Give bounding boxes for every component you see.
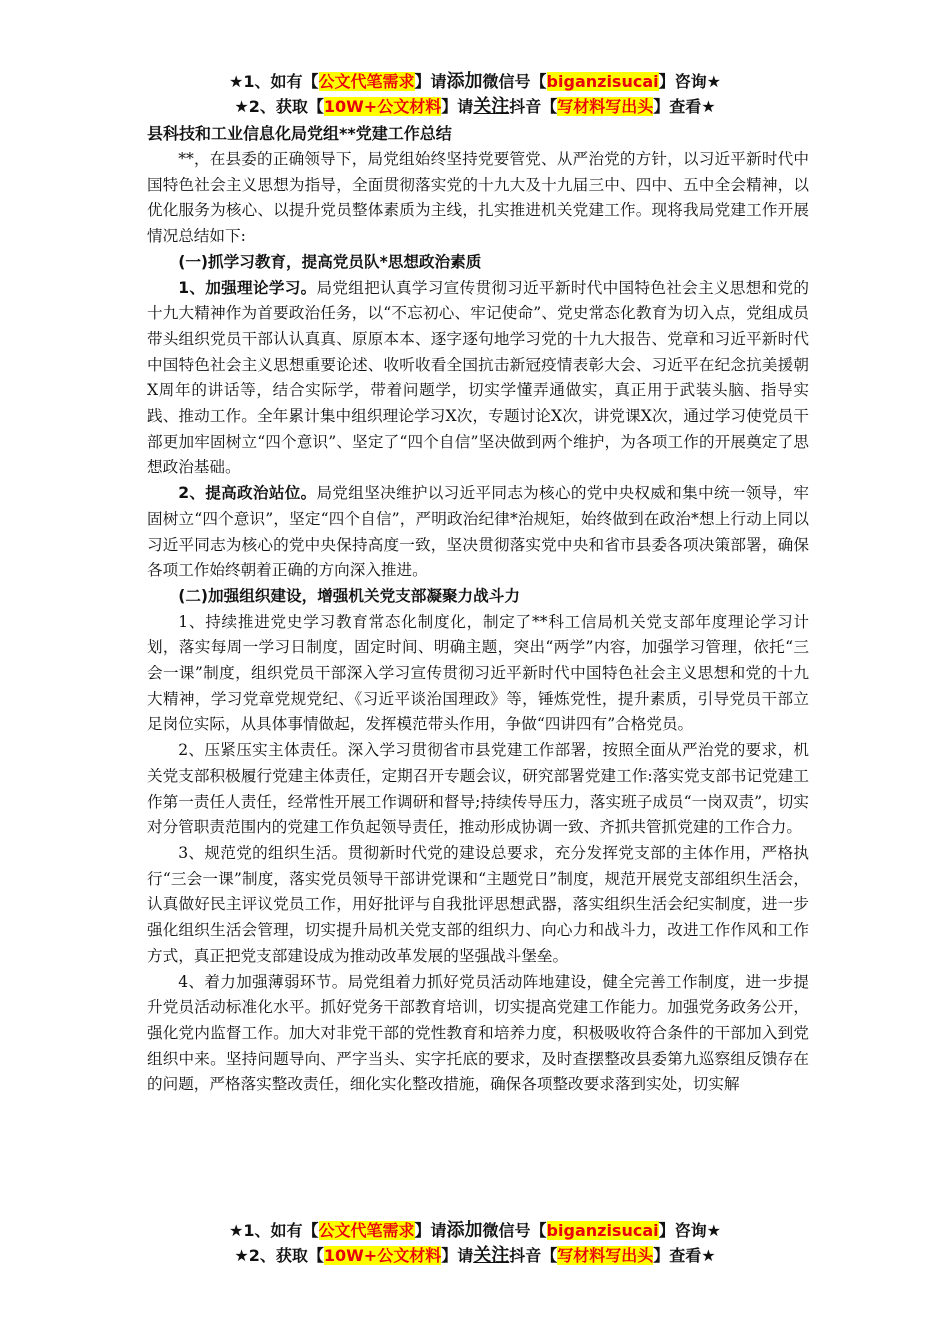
promo-banner-top-line2 (0, 96, 950, 118)
paragraph: 2、压紧压实主体责任。深入学习贯彻省市县党建工作部署，按照全面从严治党的要求，机关党支部积极履行党建主体责任，定期召开专题会议，研究部署党建工作:落实党支部书记党建工作第一责任人责任，经常性开展工作调研和督导;持续传导压力，落实班子成员“一岗双责”，切实对分管职责范围内的党建工作负起领导责任，推动形成协调一致、齐抓共管抓党建的工作合力。 (147, 741, 809, 837)
paragraph: 4、着力加强薄弱环节。局党组着力抓好党员活动阵地建设，健全完善工作制度，进一步提升党员活动标准化水平。抓好党务干部教育培训，切实提高党建工作能力。加强党务政务公开，强化党内监督工作。加大对非党干部的党性教育和培养力度，积极吸收符合条件的干部加入到党组织中来。坚持问题导向、严字当头、实字托底的要求，及时查摆整改县委第九巡察组反馈存在的问题，严格落实整改责任，细化实化整改措施，确保各项整改要求落到实处，切实解 (147, 972, 809, 1094)
banner-text: 】请 (441, 97, 474, 116)
banner-highlight: 10W+公文材料 (323, 97, 442, 116)
banner-text: 抖音【 (509, 97, 558, 116)
banner-emphasis: 关注 (473, 96, 510, 117)
promo-banner-bottom-line2 (0, 1245, 950, 1267)
paragraph: 3、规范党的组织生活。贯彻新时代党的建设总要求，充分发挥党支部的主体作用，严格执行“三会一课”制度，落实党员领导干部讲党课和“主题党日”制度，规范开展党支部组织生活会，认真做好民主评议党员工作，用好批评与自我批评思想武器，落实组织生活会纪实制度，进一步强化组织生活会管理，切实提升局机关党支部的组织力、向心力和战斗力，改进工作作风和工作方式，真正把党支部建设成为推动改革发展的坚强战斗堡垒。 (147, 843, 809, 965)
promo-banner-top-line1 (0, 71, 950, 93)
banner-text: 微信号【 (482, 72, 547, 91)
paragraph-lead: 1、加强理论学习。 (178, 278, 317, 297)
paragraph: 1、持续推进党史学习教育常态化制度化，制定了**科工信局机关党支部年度理论学习计划，落实每周一学习日制度，固定时间、明确主题，突出“两学”内容，加强学习管理，依托“三会一课”制度，组织党员干部深入学习宣传贯彻习近平新时代中国特色社会主义思想和党的十九大精神，学习党章党规党纪、《习近平谈治国理政》等，锤炼党性，提升素质，引导党员干部立足岗位实际，从具体事情做起，发挥模范带头作用，争做“四讲四有”合格党员。 (147, 612, 809, 734)
document-body (147, 121, 809, 1098)
banner-text: ★2、获取【 (234, 97, 324, 116)
banner-highlight: 写材料写出头 (557, 97, 654, 116)
banner-text: 】咨询★ (658, 72, 721, 91)
paragraph-lead: 2、提高政治站位。 (178, 484, 317, 503)
banner-text: 抖音【 (509, 1246, 558, 1265)
paragraph-text: 局党组把认真学习宣传贯彻习近平新时代中国特色社会主义思想和党的十九大精神作为首要政治任务，以“不忘初心、牢记使命”、党史常态化教育为切入点，党组成员带头组织党员干部认认真真、原原本本、逐字逐句地学习党的十九大报告、党章和习近平新时代中国特色社会主义思想重要论述、收听收看全国抗击新冠疫情表彰大会、习近平在纪念抗美援朝X周年的讲话等，结合实际学，带着问题学，切实学懂弄通做实，真正用于武装头脑、指导实践、推动工作。全年累计集中组织理论学习X次，专题讨论X次，讲党课X次，通过学习使党员干部更加牢固树立“四个意识”、坚定了“四个自信”坚决做到两个维护，为各项工作的开展奠定了思想政治基础。 (147, 278, 809, 477)
banner-text: 】查看★ (653, 97, 716, 116)
banner-highlight: 10W+公文材料 (323, 1246, 442, 1265)
banner-text: ★1、如有【 (229, 72, 319, 91)
banner-text: 微信号【 (482, 1221, 547, 1240)
banner-text: 】请 (414, 1221, 447, 1240)
banner-highlight: 公文代笔需求 (318, 72, 415, 91)
section-heading: (二)加强组织建设，增强机关党支部凝聚力战斗力 (178, 586, 520, 605)
document-title: 县科技和工业信息化局党组**党建工作总结 (147, 124, 452, 143)
banner-text: 】请 (414, 72, 447, 91)
banner-text: 】查看★ (653, 1246, 716, 1265)
paragraph-text: 局党组坚决维护以习近平同志为核心的党中央权威和集中统一领导，牢固树立“四个意识”，坚定“四个自信”，严明政治纪律*治规矩，始终做到在政治*想上行动上同以习近平同志为核心的党中央保持高度一致，坚决贯彻落实党中央和省市县委各项决策部署，确保各项工作始终朝着正确的方向深入推进。 (147, 484, 809, 580)
banner-highlight: biganzisucai (546, 1221, 659, 1240)
banner-highlight: 写材料写出头 (557, 1246, 654, 1265)
section-heading: (一)抓学习教育，提高党员队*思想政治素质 (178, 252, 482, 271)
banner-emphasis: 添加 (446, 71, 483, 92)
banner-emphasis: 关注 (473, 1245, 510, 1266)
banner-text: ★2、获取【 (234, 1246, 324, 1265)
banner-emphasis: 添加 (446, 1220, 483, 1241)
banner-text: 】咨询★ (658, 1221, 721, 1240)
banner-text: ★1、如有【 (229, 1221, 319, 1240)
promo-banner-bottom-line1 (0, 1220, 950, 1242)
intro-paragraph: **，在县委的正确领导下，局党组始终坚持党要管党、从严治党的方针，以习近平新时代中国特色社会主义思想为指导，全面贯彻落实党的十九大及十九届三中、四中、五中全会精神，以优化服务为核心、以提升党员整体素质为主线，扎实推进机关党建工作。现将我局党建工作开展情况总结如下: (147, 150, 809, 246)
banner-highlight: 公文代笔需求 (318, 1221, 415, 1240)
paragraph (147, 276, 809, 482)
banner-text: 】请 (441, 1246, 474, 1265)
paragraph (147, 481, 809, 584)
banner-highlight: biganzisucai (546, 72, 659, 91)
